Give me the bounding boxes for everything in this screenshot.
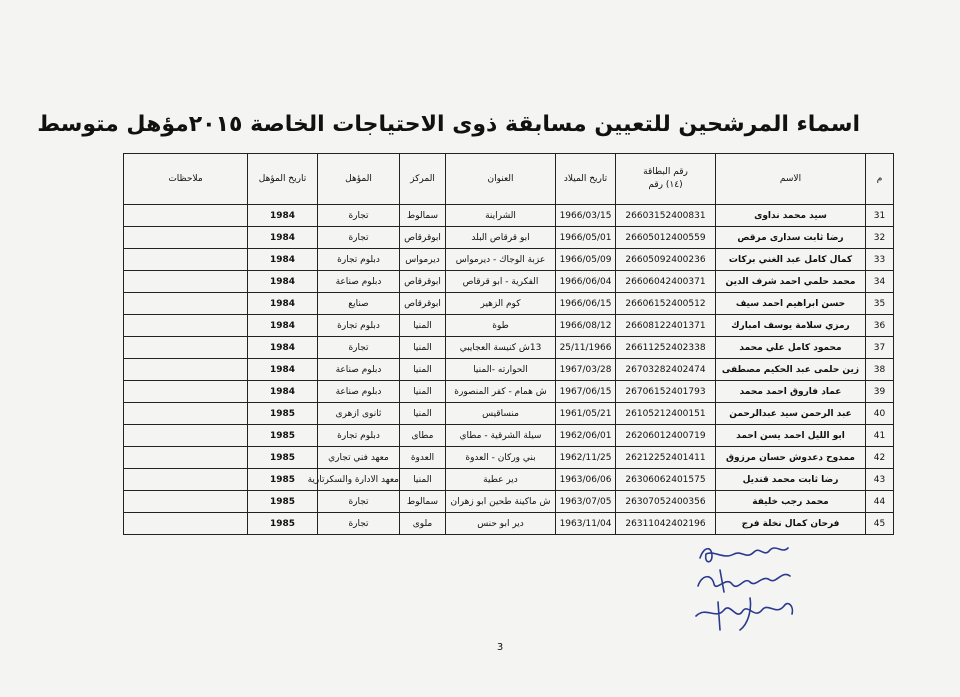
candidate-name-cell: محمد حلمي احمد شرف الدين [716, 271, 866, 293]
notes-cell [124, 315, 248, 337]
national-id-cell: 26706152401793 [616, 381, 716, 403]
birth-date-cell: 1962/11/25 [556, 447, 616, 469]
birth-date-cell: 1966/03/15 [556, 205, 616, 227]
signature-stroke [698, 570, 790, 592]
candidate-name-cell: رضا ثابت محمد قنديل [716, 469, 866, 491]
header-notes: ملاحظات [124, 154, 248, 205]
national-id-cell: 26603152400831 [616, 205, 716, 227]
address-cell: دير ابو حنس [446, 513, 556, 535]
candidate-name-cell: محمود كامل علي محمد [716, 337, 866, 359]
table-row [124, 249, 894, 271]
qualification-year-cell: 1984 [248, 249, 318, 271]
notes-cell [124, 513, 248, 535]
address-cell: منساقيس [446, 403, 556, 425]
national-id-cell: 26606152400512 [616, 293, 716, 315]
row-number-cell: 44 [866, 491, 894, 513]
header-qualification: المؤهل [318, 154, 400, 205]
notes-cell [124, 293, 248, 315]
national-id-cell: 26611252402338 [616, 337, 716, 359]
birth-date-cell: 1963/07/05 [556, 491, 616, 513]
district-center-cell: ديرمواس [400, 249, 446, 271]
qualification-cell: صنايع [318, 293, 400, 315]
row-number-cell: 31 [866, 205, 894, 227]
signature-stroke [700, 548, 788, 562]
table-row [124, 469, 894, 491]
district-center-cell: سمالوط [400, 205, 446, 227]
qualification-year-cell: 1985 [248, 425, 318, 447]
address-cell: دير عطية [446, 469, 556, 491]
birth-date-cell: 1966/06/15 [556, 293, 616, 315]
qualification-year-cell: 1984 [248, 315, 318, 337]
district-center-cell: المنيا [400, 359, 446, 381]
qualification-cell: معهد فني تجاري [318, 447, 400, 469]
birth-date-cell: 1966/05/01 [556, 227, 616, 249]
district-center-cell: ابوقرقاص [400, 227, 446, 249]
signature-stroke [696, 598, 792, 630]
table-row [124, 337, 894, 359]
notes-cell [124, 271, 248, 293]
row-number-cell: 35 [866, 293, 894, 315]
header-birth: تاريخ الميلاد [556, 154, 616, 205]
address-cell: ش همام - كفر المنصورة [446, 381, 556, 403]
notes-cell [124, 469, 248, 491]
birth-date-cell: 1966/08/12 [556, 315, 616, 337]
national-id-cell: 26311042402196 [616, 513, 716, 535]
row-number-cell: 36 [866, 315, 894, 337]
birth-date-cell: 1966/05/09 [556, 249, 616, 271]
national-id-cell: 26608122401371 [616, 315, 716, 337]
birth-date-cell: 1966/06/04 [556, 271, 616, 293]
header-name: الاسم [716, 154, 866, 205]
row-number-cell: 32 [866, 227, 894, 249]
qualification-year-cell: 1984 [248, 271, 318, 293]
row-number-cell: 40 [866, 403, 894, 425]
table-header-row [124, 154, 894, 205]
notes-cell [124, 227, 248, 249]
table-row [124, 447, 894, 469]
qualification-year-cell: 1984 [248, 227, 318, 249]
candidate-name-cell: ابو الليل احمد يسن احمد [716, 425, 866, 447]
row-number-cell: 34 [866, 271, 894, 293]
row-number-cell: 33 [866, 249, 894, 271]
header-center: المركز [400, 154, 446, 205]
notes-cell [124, 447, 248, 469]
candidate-name-cell: رضا ثابت سدارى مرقص [716, 227, 866, 249]
qualification-year-cell: 1985 [248, 491, 318, 513]
notes-cell [124, 425, 248, 447]
candidate-name-cell: زين حلمى عبد الحكيم مصطفى [716, 359, 866, 381]
row-number-cell: 42 [866, 447, 894, 469]
national-id-cell: 26703282402474 [616, 359, 716, 381]
candidate-name-cell: سيد محمد نداوى [716, 205, 866, 227]
header-address: العنوان [446, 154, 556, 205]
district-center-cell: المنيا [400, 337, 446, 359]
header-qual-year: تاريخ المؤهل [248, 154, 318, 205]
qualification-cell: دبلوم تجارة [318, 249, 400, 271]
notes-cell [124, 359, 248, 381]
qualification-cell: معهد الادارة والسكرتارية [318, 469, 400, 491]
header-num: م [866, 154, 894, 205]
table-row [124, 513, 894, 535]
qualification-year-cell: 1984 [248, 381, 318, 403]
qualification-year-cell: 1985 [248, 513, 318, 535]
address-cell: 13ش كنيسة العجايبي [446, 337, 556, 359]
qualification-cell: دبلوم صناعة [318, 271, 400, 293]
notes-cell [124, 205, 248, 227]
qualification-cell: تجارة [318, 513, 400, 535]
qualification-year-cell: 1985 [248, 447, 318, 469]
qualification-year-cell: 1984 [248, 205, 318, 227]
candidate-name-cell: فرحان كمال نخلة فرج [716, 513, 866, 535]
candidate-name-cell: ممدوح دعدوش حسان مرزوق [716, 447, 866, 469]
address-cell: الحوارته -المنيا [446, 359, 556, 381]
row-number-cell: 41 [866, 425, 894, 447]
table-row [124, 271, 894, 293]
birth-date-cell: 1962/06/01 [556, 425, 616, 447]
district-center-cell: ابوقرقاص [400, 271, 446, 293]
qualification-year-cell: 1984 [248, 359, 318, 381]
page-number: 3 [496, 642, 504, 653]
notes-cell [124, 337, 248, 359]
qualification-cell: تجارة [318, 491, 400, 513]
address-cell: الفكرية - ابو قرقاص [446, 271, 556, 293]
qualification-year-cell: 1984 [248, 293, 318, 315]
national-id-cell: 26605012400559 [616, 227, 716, 249]
birth-date-cell: 1963/06/06 [556, 469, 616, 491]
address-cell: بني وركان - العدوة [446, 447, 556, 469]
table-row [124, 491, 894, 513]
qualification-cell: دبلوم تجارة [318, 425, 400, 447]
national-id-cell: 26605092400236 [616, 249, 716, 271]
national-id-cell: 26212252401411 [616, 447, 716, 469]
qualification-year-cell: 1984 [248, 337, 318, 359]
notes-cell [124, 403, 248, 425]
birth-date-cell: 25/11/1966 [556, 337, 616, 359]
table-row [124, 403, 894, 425]
header-id [616, 154, 716, 205]
candidate-name-cell: محمد رجب خليفة [716, 491, 866, 513]
district-center-cell: المنيا [400, 469, 446, 491]
district-center-cell: المنيا [400, 403, 446, 425]
national-id-cell: 26206012400719 [616, 425, 716, 447]
district-center-cell: سمالوط [400, 491, 446, 513]
candidates-table [123, 153, 894, 535]
candidate-name-cell: حسن ابراهيم احمد سيف [716, 293, 866, 315]
qualification-year-cell: 1985 [248, 469, 318, 491]
address-cell: ش ماكينة طحين ابو زهران [446, 491, 556, 513]
district-center-cell: ملوى [400, 513, 446, 535]
table-row [124, 359, 894, 381]
birth-date-cell: 1963/11/04 [556, 513, 616, 535]
row-number-cell: 37 [866, 337, 894, 359]
table-row [124, 381, 894, 403]
candidate-name-cell: كمال كامل عبد الغني بركات [716, 249, 866, 271]
candidate-name-cell: عبد الرحمن سيد عبدالرحمن [716, 403, 866, 425]
notes-cell [124, 249, 248, 271]
address-cell: سيلة الشرقية - مطاي [446, 425, 556, 447]
qualification-cell: تجارة [318, 205, 400, 227]
birth-date-cell: 1967/06/15 [556, 381, 616, 403]
district-center-cell: مطاى [400, 425, 446, 447]
row-number-cell: 45 [866, 513, 894, 535]
signatures [690, 540, 800, 635]
national-id-cell: 26307052400356 [616, 491, 716, 513]
candidate-name-cell: عماد فاروق احمد محمد [716, 381, 866, 403]
table-row [124, 315, 894, 337]
table-row [124, 227, 894, 249]
row-number-cell: 43 [866, 469, 894, 491]
candidate-name-cell: رمزي سلامة يوسف امبارك [716, 315, 866, 337]
address-cell: كوم الزهير [446, 293, 556, 315]
birth-date-cell: 1961/05/21 [556, 403, 616, 425]
address-cell: طوة [446, 315, 556, 337]
table-row [124, 425, 894, 447]
page-title: اسماء المرشحين للتعيين مسابقة ذوى الاحتياجات الخاصة ٢٠١٥مؤهل متوسط [37, 112, 860, 137]
qualification-cell: دبلوم صناعة [318, 359, 400, 381]
notes-cell [124, 491, 248, 513]
district-center-cell: العدوة [400, 447, 446, 469]
table-row [124, 293, 894, 315]
birth-date-cell: 1967/03/28 [556, 359, 616, 381]
notes-cell [124, 381, 248, 403]
national-id-cell: 26306062401575 [616, 469, 716, 491]
address-cell: الشراينة [446, 205, 556, 227]
address-cell: ابو قرقاص البلد [446, 227, 556, 249]
qualification-cell: تجارة [318, 227, 400, 249]
district-center-cell: ابوقرقاص [400, 293, 446, 315]
row-number-cell: 39 [866, 381, 894, 403]
row-number-cell: 38 [866, 359, 894, 381]
header-id-line1: رقم البطاقة [643, 167, 688, 177]
national-id-cell: 26606042400371 [616, 271, 716, 293]
district-center-cell: المنيا [400, 381, 446, 403]
qualification-cell: دبلوم تجارة [318, 315, 400, 337]
qualification-cell: دبلوم صناعة [318, 381, 400, 403]
header-id-line2: (١٤) رقم [648, 180, 683, 190]
address-cell: عزبة الوجاك - ديرمواس [446, 249, 556, 271]
qualification-cell: ثانوى ازهرى [318, 403, 400, 425]
district-center-cell: المنيا [400, 315, 446, 337]
qualification-year-cell: 1985 [248, 403, 318, 425]
qualification-cell: تجارة [318, 337, 400, 359]
national-id-cell: 26105212400151 [616, 403, 716, 425]
table-row [124, 205, 894, 227]
